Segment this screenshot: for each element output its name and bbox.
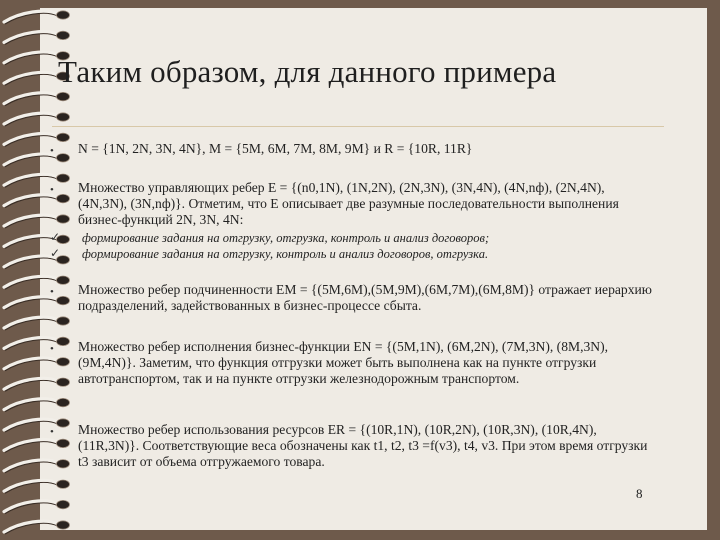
- binding-ring: [4, 500, 70, 513]
- binding-ring: [4, 215, 70, 228]
- binding-ring: [4, 337, 70, 350]
- binding-ring: [4, 133, 70, 146]
- binding-ring: [4, 378, 70, 391]
- bullet-item-4: Множество ребер исполнения бизнес-функции EN = {(5M,1N), (6M,2N), (7M,3N), (8M,3N), (9M,4N)}. Заметим, что функция отгрузки может быть выполнена как на пункте отгрузки автотранспортом, так и на пункте отгрузки железнодорожным транспортом.: [78, 339, 609, 386]
- binding-ring: [4, 154, 70, 167]
- binding-ring: [4, 419, 70, 432]
- binding-ring: [4, 296, 70, 309]
- binding-ring: [4, 11, 70, 24]
- page-number: 8: [636, 486, 643, 501]
- binding-ring: [4, 92, 70, 105]
- bullet-glyph: •: [50, 184, 54, 196]
- bullet-glyph: •: [50, 343, 54, 355]
- binding-ring: [4, 460, 70, 473]
- slide-title: Таким образом, для данного примера: [58, 54, 557, 89]
- binding-ring: [4, 521, 70, 534]
- binding-ring: [4, 174, 70, 187]
- bullet-item-1: N = {1N, 2N, 3N, 4N}, M = {5M, 6M, 7M, 8M, 9M} и R = {10R, 11R}: [78, 141, 473, 156]
- check-item-2: формирование задания на отгрузку, контроль и анализ договоров, отгрузка.: [82, 247, 489, 261]
- check-item-1: формирование задания на отгрузку, отгрузка, контроль и анализ договоров;: [82, 231, 490, 245]
- checkmark-icon: ✓: [50, 246, 61, 260]
- bullet-glyph: •: [50, 286, 54, 298]
- bullet-item-3: Множество ребер подчиненности EM = {(5M,6M),(5M,9M),(6M,7M),(6M,8M)} отражает иерархию подразделений, задействованных в бизнес-процессе сбыта.: [78, 282, 652, 313]
- binding-ring: [4, 113, 70, 126]
- bullet-item-5: Множество ребер использования ресурсов ER = {(10R,1N), (10R,2N), (10R,3N), (10R,4N), (11R,3N)}. Соответствующие веса обозначены как t1, t2, t3 =f(v3), t4, v3. При этом время отгрузки t3 зависит от объема отгружаемого товара.: [78, 422, 648, 469]
- binding-ring: [4, 398, 70, 411]
- bullet-glyph: •: [50, 426, 54, 438]
- title-divider: [52, 126, 664, 127]
- checkmark-icon: ✓: [50, 230, 61, 244]
- binding-ring: [4, 317, 70, 330]
- bullet-item-2: Множество управляющих ребер E = {(n0,1N), (1N,2N), (2N,3N), (3N,4N), (4N,nф), (2N,4N), (4N,3N), (3N,nф)}. Отметим, что E описывает две разумные последовательности выполнения бизнес-функций 2N, 3N, 4N:: [78, 180, 619, 227]
- binding-ring: [4, 480, 70, 493]
- binding-ring: [4, 31, 70, 44]
- binding-ring: [4, 194, 70, 207]
- binding-ring: [4, 276, 70, 289]
- bullet-glyph: •: [50, 145, 54, 157]
- binding-ring: [4, 358, 70, 371]
- binding-ring: [4, 439, 70, 452]
